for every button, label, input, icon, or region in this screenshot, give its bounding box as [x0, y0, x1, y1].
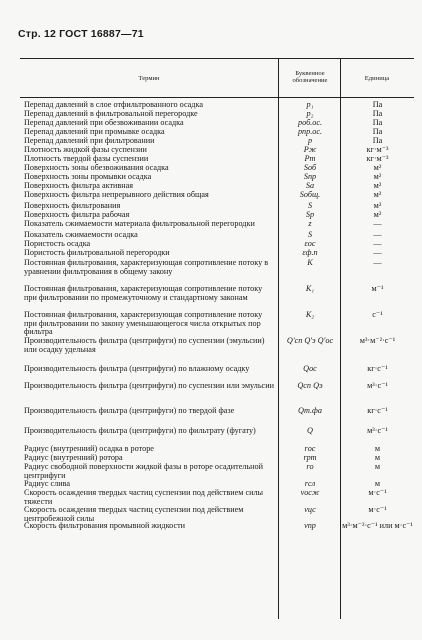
- symbol-cell: K₂: [305, 310, 315, 319]
- unit-cell: м·с⁻¹: [368, 505, 387, 514]
- term-cell: Пористость фильтровальной перегородки: [24, 248, 170, 257]
- term-cell: Перепад давлений при обезвоживании осадка: [24, 118, 184, 127]
- unit-cell: м³·с⁻¹: [367, 426, 388, 435]
- unit-cell: м²: [373, 210, 382, 219]
- term-cell: Показатель сжимаемости материала фильтровальной перегородки: [24, 219, 255, 228]
- symbol-cell: rос: [304, 444, 316, 453]
- symbol-cell: Sоб: [303, 163, 317, 172]
- unit-cell: Па: [372, 136, 383, 145]
- symbol-cell: p₂: [306, 109, 314, 118]
- term-cell: Радиус (внутренний) ротора: [24, 453, 123, 462]
- unit-cell: м²: [373, 163, 382, 172]
- unit-cell: м²: [373, 181, 382, 190]
- term-cell: Скорость осаждения твердых частиц суспензии под действием центробежной силы: [24, 505, 244, 523]
- unit-cell: Па: [372, 109, 383, 118]
- term-cell: Производительность фильтра (центрифуги) по суспензии или эмульсии: [24, 381, 274, 390]
- unit-cell: м: [374, 479, 381, 488]
- unit-cell: кг·м⁻³: [366, 145, 389, 154]
- symbol-cell: z: [308, 219, 312, 228]
- term-cell: Производительность фильтра (центрифуги) по твердой фазе: [24, 406, 235, 415]
- unit-cell: м⁻¹: [371, 284, 384, 293]
- symbol-cell: Sпр: [303, 172, 317, 181]
- symbol-cell: K₁: [305, 284, 315, 293]
- term-cell: Производительность фильтра (центрифуги) по суспензии (эмульсии) или осадку удельная: [24, 336, 265, 354]
- symbol-cell: Q'сп Q'э Q'ос: [286, 336, 334, 345]
- term-cell: Поверхность зоны промывки осадка: [24, 172, 152, 181]
- symbol-cell: pоб.ос.: [297, 118, 323, 127]
- page-header: Стр. 12 ГОСТ 16887—71: [18, 28, 144, 40]
- term-cell: Плотность твердой фазы суспензии: [24, 154, 149, 163]
- symbol-cell: Pж: [303, 145, 317, 154]
- symbol-cell: Pт: [304, 154, 316, 163]
- header-term: Термин: [138, 75, 160, 82]
- unit-cell: м: [374, 444, 381, 453]
- symbol-cell: S: [307, 201, 313, 210]
- unit-cell: м³·м⁻²·с⁻¹: [359, 336, 396, 345]
- unit-cell: —: [373, 230, 382, 239]
- symbol-cell: vцс: [304, 505, 316, 514]
- symbol-cell: S: [307, 230, 313, 239]
- unit-cell: —: [373, 219, 382, 228]
- symbol-cell: K: [307, 258, 313, 267]
- symbol-cell: vпр: [304, 521, 316, 530]
- unit-cell: —: [373, 248, 382, 257]
- unit-cell: кг·с⁻¹: [367, 406, 388, 415]
- symbol-cell: Sр: [305, 210, 315, 219]
- term-cell: Поверхность фильтра непрерывного действия общая: [24, 190, 209, 199]
- term-cell: Постоянная фильтрования, характеризующая сопротивление потоку в уравнении фильтрования в общему закону: [24, 258, 269, 276]
- term-cell: Поверхность фильтра активная: [24, 181, 134, 190]
- unit-cell: м: [374, 462, 381, 471]
- unit-cell: —: [373, 239, 382, 248]
- term-cell: Радиус свободной поверхности жидкой фазы в роторе осадительной центрифуги: [24, 462, 264, 480]
- term-cell: Производительность фильтра (центрифуги) по влажному осадку: [24, 364, 250, 373]
- unit-cell: м²: [373, 201, 382, 210]
- term-cell: Скорость осаждения твердых частиц суспензии под действием силы тяжести: [24, 488, 264, 506]
- symbol-cell: rо: [306, 462, 314, 471]
- symbol-cell: p₁: [306, 100, 314, 109]
- term-cell: Поверхность фильтрования: [24, 201, 121, 210]
- header-unit: Единица: [364, 75, 390, 82]
- term-cell: Производительность фильтра (центрифуги) по фильтрату (фугату): [24, 426, 256, 435]
- symbol-cell: εос: [304, 239, 316, 248]
- term-cell: Плотность жидкой фазы суспензии: [24, 145, 147, 154]
- symbol-cell: rрт: [303, 453, 317, 462]
- term-cell: Радиус (внутренний) осадка в роторе: [24, 444, 154, 453]
- symbol-cell: Qос: [303, 364, 317, 373]
- unit-cell: Па: [372, 118, 383, 127]
- symbol-cell: Qт.фа: [298, 406, 322, 415]
- term-cell: Поверхность зоны обезвоживания осадка: [24, 163, 169, 172]
- symbol-cell: pпр.ос.: [297, 127, 323, 136]
- unit-cell: м·с⁻¹: [368, 488, 387, 497]
- unit-cell: м³·м⁻²·с⁻¹ или м·с⁻¹: [342, 521, 413, 530]
- header-symbol: Буквенное обозначение: [292, 70, 328, 85]
- unit-cell: Па: [372, 100, 383, 109]
- term-cell: Перепад давлений в фильтровальной перегородке: [24, 109, 198, 118]
- term-cell: Радиус слива: [24, 479, 71, 488]
- term-cell: Перепад давлений в слое отфильтрованного осадка: [24, 100, 203, 109]
- term-cell: Перепад давлений при фильтровании: [24, 136, 155, 145]
- symbol-cell: p: [307, 136, 313, 145]
- unit-cell: м³·с⁻¹: [367, 381, 388, 390]
- symbol-cell: Sа: [305, 181, 315, 190]
- terms-table: [20, 58, 414, 619]
- term-cell: Постоянная фильтрования, характеризующая сопротивление потоку при фильтровании по промежуточному и стандартному законам: [24, 284, 263, 302]
- unit-cell: м: [374, 453, 381, 462]
- term-cell: Поверхность фильтра рабочая: [24, 210, 130, 219]
- unit-cell: Па: [372, 127, 383, 136]
- unit-cell: кг·с⁻¹: [367, 364, 388, 373]
- term-cell: Перепад давлений при промывке осадка: [24, 127, 165, 136]
- term-cell: Постоянная фильтрования, характеризующая сопротивление потоку при фильтровании по закону уменьшающегося числа открытых пор фильтра: [24, 310, 263, 337]
- term-cell: Пористость осадка: [24, 239, 91, 248]
- unit-cell: —: [373, 258, 382, 267]
- symbol-cell: εф.п: [302, 248, 318, 257]
- header-divider: [20, 97, 414, 98]
- term-cell: Показатель сжимаемости осадка: [24, 230, 138, 239]
- symbol-cell: Qсп Qэ: [297, 381, 323, 390]
- term-cell: Скорость фильтрования промывной жидкости: [24, 521, 186, 530]
- unit-cell: м²: [373, 172, 382, 181]
- unit-cell: с⁻¹: [372, 310, 383, 319]
- symbol-cell: Q: [307, 426, 313, 435]
- column-divider: [278, 59, 279, 619]
- symbol-cell: vосж: [300, 488, 320, 497]
- symbol-cell: Sобщ.: [299, 190, 321, 199]
- symbol-cell: rсл: [304, 479, 316, 488]
- unit-cell: м²: [373, 190, 382, 199]
- unit-cell: кг·м⁻³: [366, 154, 389, 163]
